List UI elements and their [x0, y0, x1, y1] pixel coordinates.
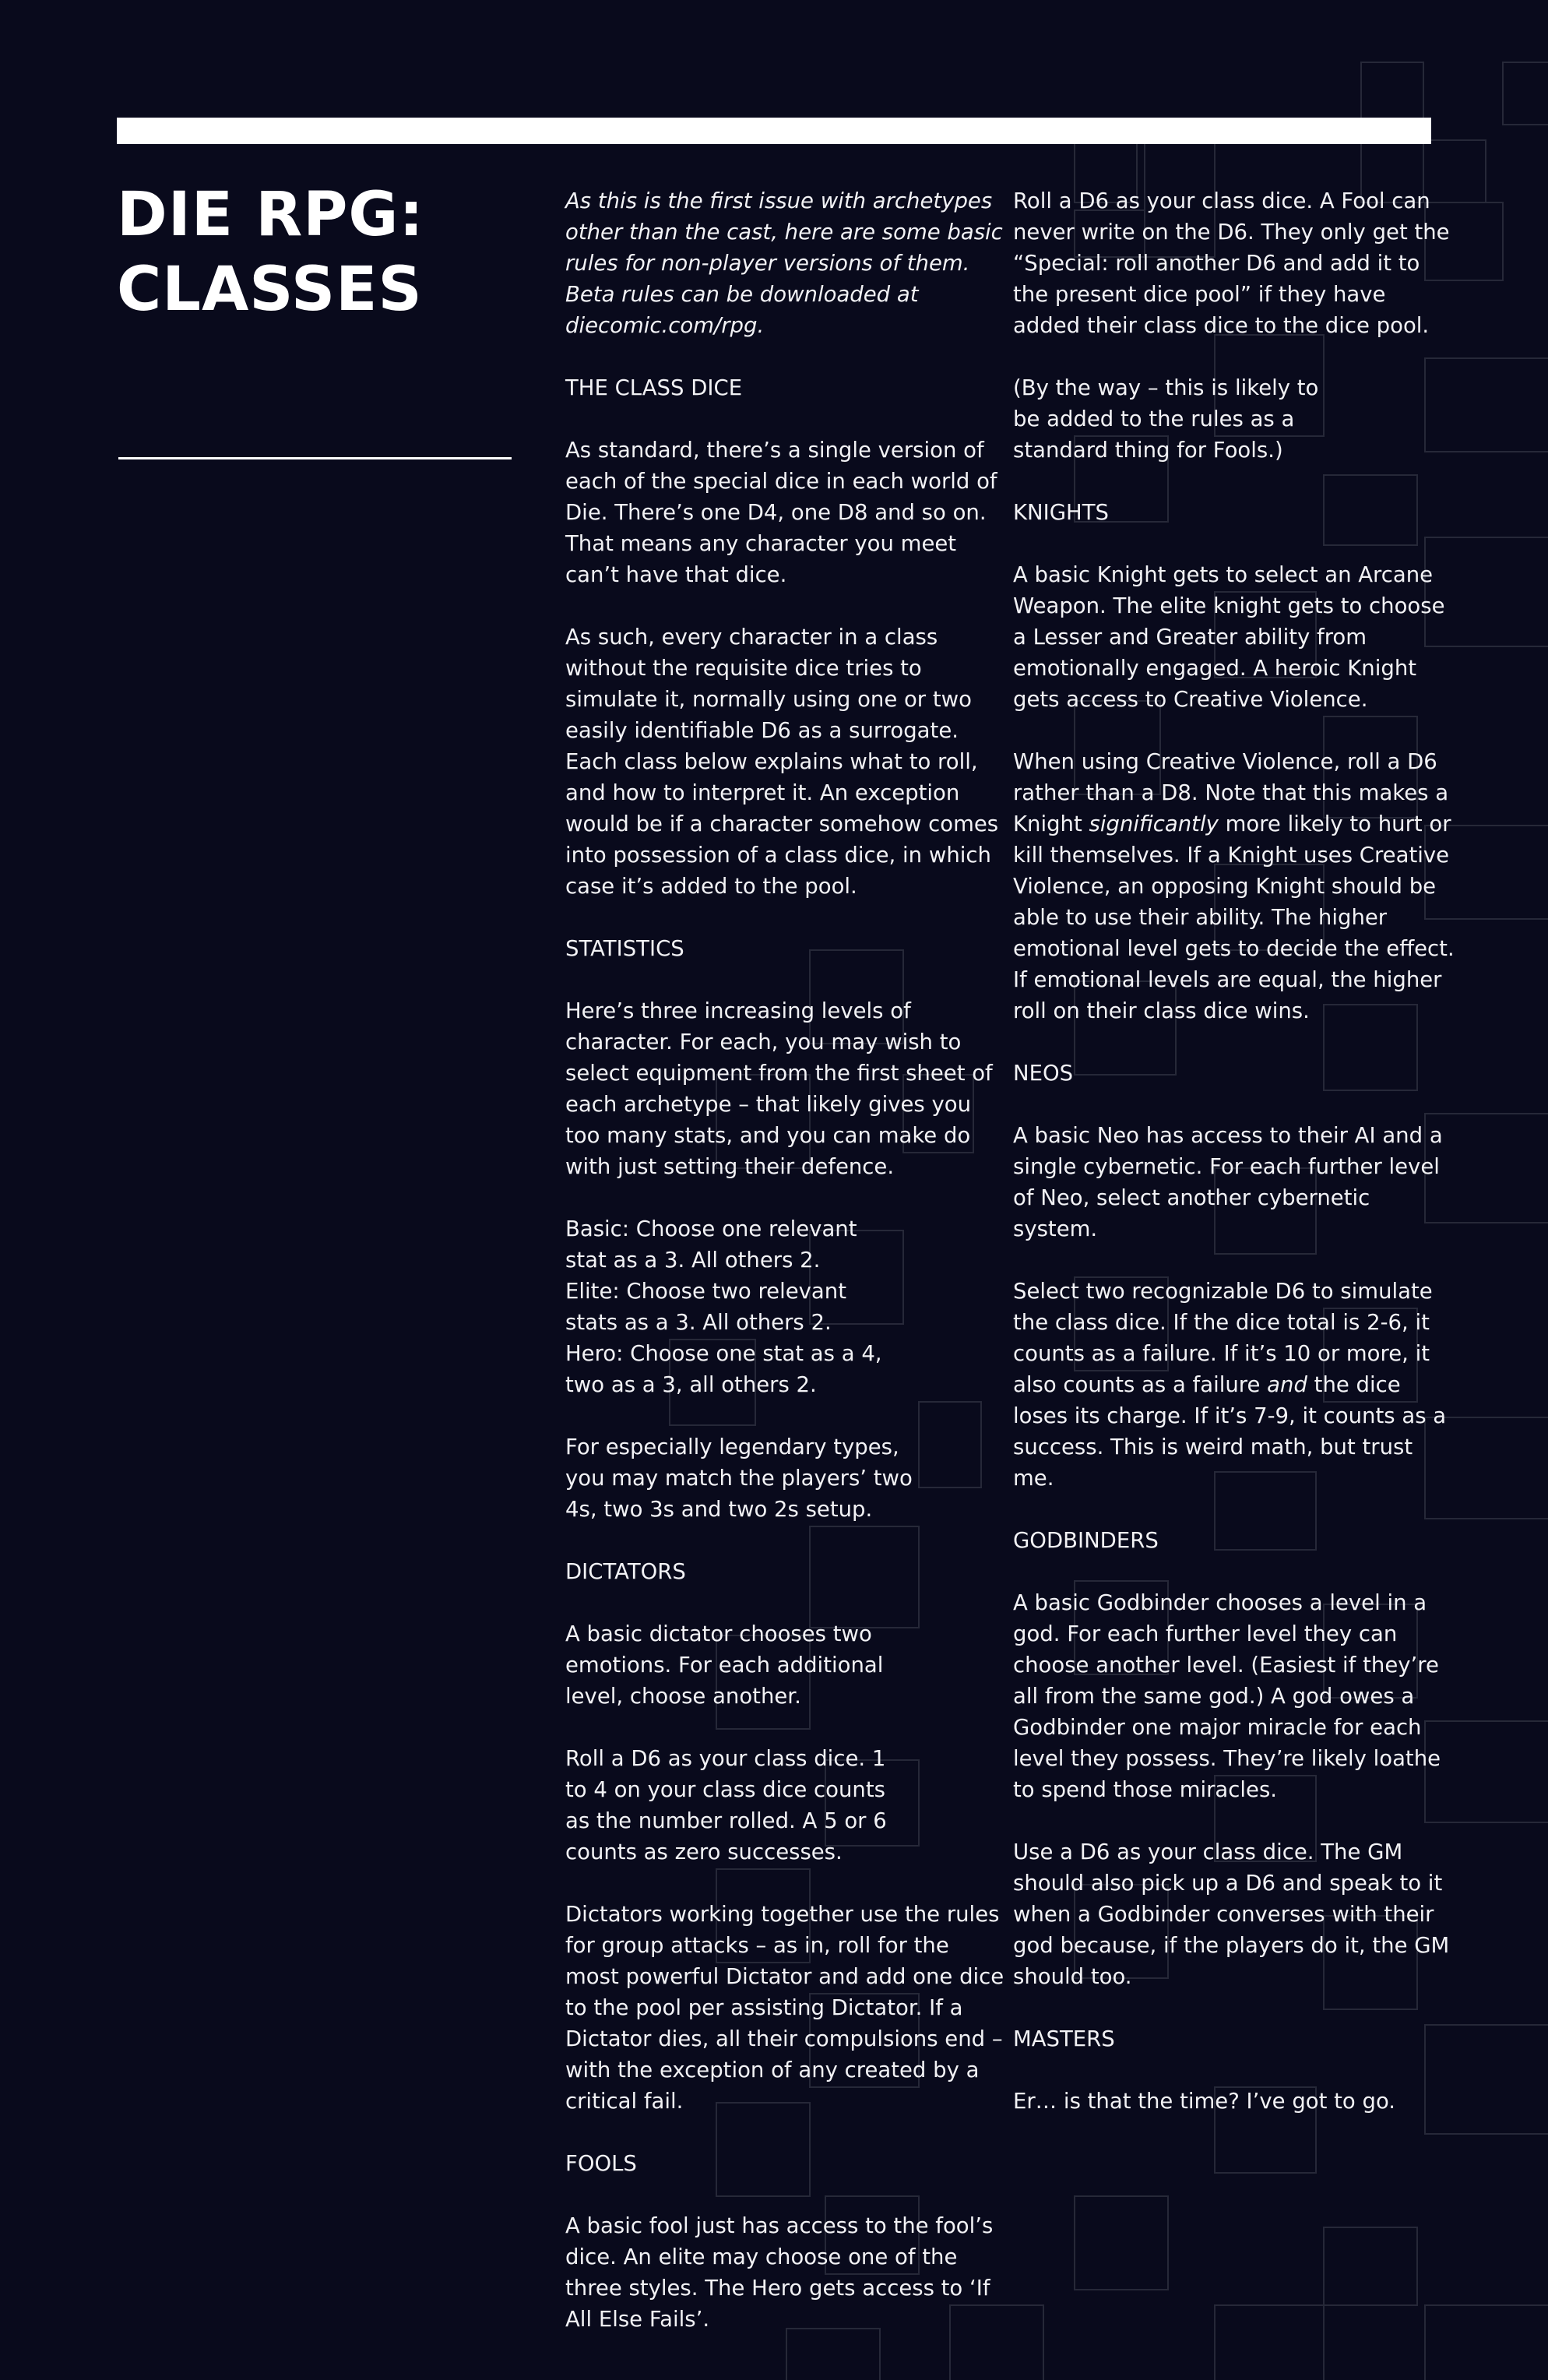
neos-paragraph-2 [1013, 1276, 1455, 1494]
section-heading-masters: MASTERS [1013, 2026, 1115, 2051]
fools-paragraph-3: (By the way – this is likely to be added to the rules as a standard thing for Fools.) [1013, 375, 1319, 463]
statistics-paragraph-2: For especially legendary types, you may match the players’ two 4s, two 3s and two 2s setup. [565, 1435, 913, 1522]
knights-p2-emphasis: significantly [1089, 812, 1219, 836]
knights-p2-start: When using Creative Violence, roll a D6 rather than a D8. Note that this makes a Knight [1013, 749, 1449, 836]
neos-p2-end: the dice loses its charge. If it’s 7-9, it counts as a success. This is weird math, but trust me. [1013, 1372, 1447, 1491]
godbinders-paragraph-1: A basic Godbinder chooses a level in a god. For each further level they can choose another level. (Easiest if they’re all from the same god.) A god owes a Godbinder one major miracle for each level they possess. They’re likely loathe to spend those miracles. [1013, 1590, 1441, 1802]
fools-paragraph-2: Roll a D6 as your class dice. A Fool can never write on the D6. They only get the “Special: roll another D6 and add it to the present dice pool” if they have added their class dice to the dice pool. [1013, 188, 1450, 338]
section-heading-knights: KNIGHTS [1013, 500, 1109, 525]
column-right [1013, 185, 1455, 2117]
section-heading-statistics: STATISTICS [565, 936, 684, 961]
neos-p2-start: Select two recognizable D6 to simulate the class dice. If the dice total is 2-6, it counts as a failure. If it’s 10 or more, it also counts as a failure [1013, 1279, 1433, 1397]
dictators-paragraph-3: Dictators working together use the rules for group attacks – as in, roll for the most powerful Dictator and add one dice to the pool per assisting Dictator. If a Dictator dies, all their compulsions end – with the exception of any created by a critical fail. [565, 1902, 1004, 2114]
masters-paragraph-1: Er… is that the time? I’ve got to go. [1013, 2089, 1396, 2114]
statistics-levels: Basic: Choose one relevant stat as a 3. All others 2. Elite: Choose two relevant stats as a 3. All others 2. Hero: Choose one stat as a 4, two as a 3, all others 2. [565, 1216, 882, 1397]
knights-paragraph-2 [1013, 746, 1455, 1026]
statistics-paragraph-1: Here’s three increasing levels of character. For each, you may wish to select equipment from the first sheet of each archetype – that likely gives you too many stats, and you can make do with just setting their defence. [565, 998, 993, 1179]
class-dice-paragraph-1: As standard, there’s a single version of each of the special dice in each world of Die. There’s one D4, one D8 and so on. That means any character you meet can’t have that dice. [565, 438, 997, 587]
neos-p2-emphasis: and [1267, 1372, 1307, 1397]
section-heading-dictators: DICTATORS [565, 1559, 686, 1584]
page-title: DIE RPG: CLASSES [117, 180, 424, 325]
section-heading-class-dice: THE CLASS DICE [565, 375, 743, 400]
class-dice-paragraph-2: As such, every character in a class without the requisite dice tries to simulate it, normally using one or two easily identifiable D6 as a surrogate. Each class below explains what to roll, and how to interpret it. An exception would be if a character somehow comes into possession of a class dice, in which case it’s added to the pool. [565, 625, 999, 899]
neos-paragraph-1: A basic Neo has access to their AI and a single cybernetic. For each further level of Neo, select another cybernetic system. [1013, 1123, 1443, 1241]
fools-paragraph-1: A basic fool just has access to the fool’s dice. An elite may choose one of the three styles. The Hero gets access to ‘If All Else Fails’. [565, 2213, 994, 2332]
godbinders-paragraph-2: Use a D6 as your class dice. The GM should also pick up a D6 and speak to it when a Godbinder converses with their god because, if the players do it, the GM should too. [1013, 1840, 1450, 1989]
column-left [565, 185, 1008, 2335]
dictators-paragraph-1: A basic dictator chooses two emotions. For each additional level, choose another. [565, 1621, 884, 1709]
section-heading-neos: NEOS [1013, 1061, 1074, 1086]
knights-paragraph-1: A basic Knight gets to select an Arcane Weapon. The elite knight gets to choose a Lesser and Greater ability from emotionally engaged. A heroic Knight gets access to Creative Violence. [1013, 562, 1445, 712]
intro-paragraph: As this is the first issue with archetypes other than the cast, here are some basic rules for non-player versions of them. Beta rules can be downloaded at diecomic.com/rpg. [565, 188, 1003, 338]
section-heading-fools: FOOLS [565, 2151, 637, 2176]
dictators-paragraph-2: Roll a D6 as your class dice. 1 to 4 on your class dice counts as the number rolled. A 5 or 6 counts as zero successes. [565, 1746, 887, 1864]
knights-p2-end: more likely to hurt or kill themselves. If a Knight uses Creative Violence, an opposing Knight should be able to use their ability. The higher emotional level gets to decide the effect. If emotional levels are equal, the higher roll on their class dice wins. [1013, 812, 1455, 1023]
title-underline [118, 457, 512, 459]
section-heading-godbinders: GODBINDERS [1013, 1528, 1159, 1553]
top-rule [117, 118, 1431, 144]
